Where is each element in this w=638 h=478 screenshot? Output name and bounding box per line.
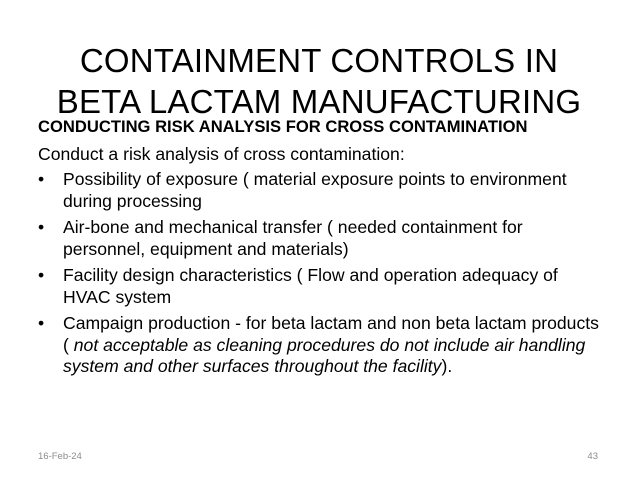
bullet-item-exposure <box>38 169 606 212</box>
bullet-icon: • <box>38 313 45 333</box>
bullet-text: Air-bone and mechanical transfer ( needed containment for personnel, equipment and materials) <box>63 217 523 259</box>
bullet-text-italic: not acceptable as cleaning procedures do not include air handling system and other surfaces throughout the facility <box>63 334 586 376</box>
section-subheading: CONDUCTING RISK ANALYSIS FOR CROSS CONTAMINATION <box>38 117 528 136</box>
bullet-item-campaign-production <box>38 313 606 378</box>
slide-title-line-1: CONTAINMENT CONTROLS IN <box>79 42 559 80</box>
bullet-text: Facility design characteristics ( Flow and operation adequacy of HVAC system <box>63 265 558 307</box>
bullet-item-facility-design <box>38 265 606 308</box>
slide-title <box>20 40 618 122</box>
bullet-list <box>38 169 606 378</box>
intro-text: Conduct a risk analysis of cross contamination: <box>38 143 405 164</box>
slide-content <box>38 116 606 383</box>
bullet-icon: • <box>38 217 45 237</box>
bullet-text-after: ). <box>441 356 453 376</box>
page-number: 43 <box>587 451 598 462</box>
bullet-text: Possibility of exposure ( material exposure points to environment during processing <box>63 169 567 211</box>
bullet-icon: • <box>38 265 45 285</box>
bullet-icon: • <box>38 169 45 189</box>
bullet-text-before: Campaign production - for beta lactam and non beta lactam products ( <box>63 313 599 355</box>
slide-title-line-2: BETA LACTAM MANUFACTURING <box>56 83 582 121</box>
footer-date: 16-Feb-24 <box>38 451 82 462</box>
bullet-item-air-bone-transfer <box>38 217 606 260</box>
